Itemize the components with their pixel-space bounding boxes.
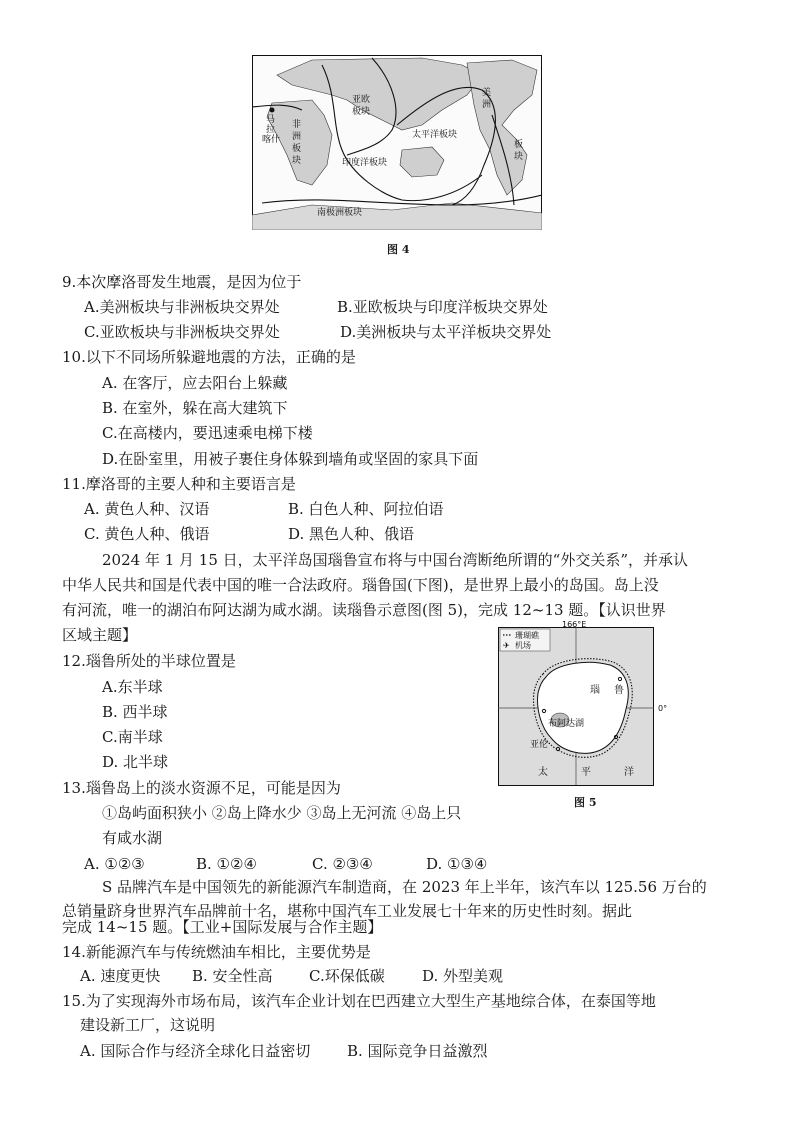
q11-option-c: C. 黄色人种、俄语: [84, 525, 210, 543]
q14-option-b: B. 安全性高: [192, 967, 273, 985]
marrakesh-label-2: 拉: [266, 125, 276, 135]
town-label: 亚伦: [530, 740, 549, 750]
q9-option-b: B.亚欧板块与印度洋板块交界处: [337, 298, 548, 316]
island-name-2: 鲁: [614, 685, 624, 696]
q10-option-a: A. 在客厅，应去阳台上躲藏: [102, 374, 288, 392]
q9-stem: 9.本次摩洛哥发生地震，是因为位于: [62, 273, 302, 291]
africa-label-2: 洲: [292, 132, 302, 142]
q11-option-a: A. 黄色人种、汉语: [84, 500, 210, 518]
ocean-label-1: 太: [538, 767, 548, 778]
america-plate-label-1: 板: [514, 140, 524, 150]
legend-reef-label: 珊瑚礁: [515, 631, 539, 640]
q14-option-c: C.环保低碳: [309, 967, 385, 985]
eurasia-label-2: 板块: [352, 107, 371, 117]
antarctic-plate-label: 南极洲板块: [317, 208, 363, 218]
q10-option-c: C.在高楼内，要迅速乘电梯下楼: [102, 424, 313, 442]
q9-option-a: A.美洲板块与非洲板块交界处: [84, 298, 280, 316]
figure-5-caption: 图 5: [574, 796, 597, 809]
america-plate-label-2: 块: [514, 152, 524, 162]
longitude-label: 166°E: [562, 620, 587, 629]
q11-option-d: D. 黑色人种、俄语: [288, 525, 415, 543]
indian-plate-label: 印度洋板块: [342, 158, 388, 168]
africa-label-3: 板: [292, 144, 302, 154]
q13-option-b: B. ①②④: [196, 855, 257, 873]
marrakesh-marker: [270, 108, 275, 113]
america-label-2: 洲: [482, 100, 492, 110]
nauru-map-svg: [498, 617, 676, 787]
passage2-line-2: 总销量跻身世界汽车品牌前十名，堪称中国汽车工业发展七十年来的历史性时刻。据此: [62, 902, 633, 920]
america-label-1: 美: [482, 88, 492, 98]
q10-option-d: D.在卧室里，用被子裹住身体躲到墙角或坚固的家具下面: [102, 450, 479, 468]
q14-stem: 14.新能源汽车与传统燃油车相比，主要优势是: [62, 943, 371, 961]
q15-stem-line-2: 建设新工厂，这说明: [80, 1016, 216, 1034]
q12-option-b: B. 西半球: [102, 703, 168, 721]
q13-option-d: D. ①③④: [426, 855, 488, 873]
latitude-label: 0°: [658, 704, 668, 713]
ocean-label-2: 平: [581, 767, 591, 778]
q13-stem: 13.瑙鲁岛上的淡水资源不足，可能是因为: [62, 779, 341, 797]
q10-stem: 10.以下不同场所躲避地震的方法，正确的是: [62, 348, 356, 366]
marrakesh-label-1: 马: [266, 115, 276, 125]
q12-stem: 12.瑙鲁所处的半球位置是: [62, 652, 236, 670]
q15-option-a: A. 国际合作与经济全球化日益密切: [80, 1042, 311, 1060]
figure-4-caption: 图 4: [387, 243, 410, 256]
pacific-plate-label: 太平洋板块: [412, 130, 458, 140]
q9-option-d: D.美洲板块与太平洋板块交界处: [340, 323, 552, 341]
q9-option-c: C.亚欧板块与非洲板块交界处: [84, 323, 280, 341]
plate-map-svg: [252, 55, 542, 230]
africa-label-1: 非: [292, 120, 302, 130]
q15-option-b: B. 国际竞争日益激烈: [347, 1042, 488, 1060]
ocean-label-3: 洋: [624, 767, 634, 778]
q10-option-b: B. 在室外，躲在高大建筑下: [102, 399, 288, 417]
figure-4-plate-map: [252, 55, 542, 230]
africa-label-4: 块: [292, 156, 302, 166]
passage2-line-1: S 品牌汽车是中国领先的新能源汽车制造商，在 2023 年上半年，该汽车以 125.56 万台的: [102, 878, 707, 896]
figure-5-nauru-map: [498, 617, 676, 787]
q12-option-c: C.南半球: [102, 728, 163, 746]
q13-option-c: C. ②③④: [312, 855, 373, 873]
q14-option-a: A. 速度更快: [80, 967, 161, 985]
lake-label: 布阿达湖: [548, 719, 585, 729]
legend-airport-label: 机场: [515, 641, 531, 650]
passage1-line-2: 中华人民共和国是代表中国的唯一合法政府。瑙鲁国(下图)，是世界上最小的岛国。岛上没: [62, 576, 659, 594]
q11-stem: 11.摩洛哥的主要人种和主要语言是: [62, 475, 296, 493]
passage2-line-3: 完成 14~15 题。【工业+国际发展与合作主题】: [62, 918, 383, 936]
passage1-line-4: 区域主题】: [62, 626, 138, 644]
eurasia-label-1: 亚欧: [352, 95, 371, 105]
passage1-line-1: 2024 年 1 月 15 日，太平洋岛国瑙鲁宣布将与中国台湾断绝所谓的“外交关系”，并承认: [102, 551, 688, 569]
airplane-icon: ✈: [503, 641, 510, 650]
q13-items-line-2: 有咸水湖: [102, 829, 163, 847]
island-name-1: 瑙: [590, 685, 600, 696]
q15-stem-line-1: 15.为了实现海外市场布局，该汽车企业计划在巴西建立大型生产基地综合体，在泰国等地: [62, 992, 656, 1010]
q13-items-line-1: ①岛屿面积狭小 ②岛上降水少 ③岛上无河流 ④岛上只: [102, 804, 462, 822]
q12-option-d: D. 北半球: [102, 753, 169, 771]
passage1-line-3: 有河流，唯一的湖泊布阿达湖为咸水湖。读瑙鲁示意图(图 5)，完成 12~13 题。【认识世界: [62, 601, 666, 619]
q11-option-b: B. 白色人种、阿拉伯语: [288, 500, 444, 518]
q12-option-a: A.东半球: [102, 678, 163, 696]
q14-option-d: D. 外型美观: [422, 967, 504, 985]
q13-option-a: A. ①②③: [84, 855, 145, 873]
marrakesh-label-3: 喀什: [262, 135, 281, 145]
